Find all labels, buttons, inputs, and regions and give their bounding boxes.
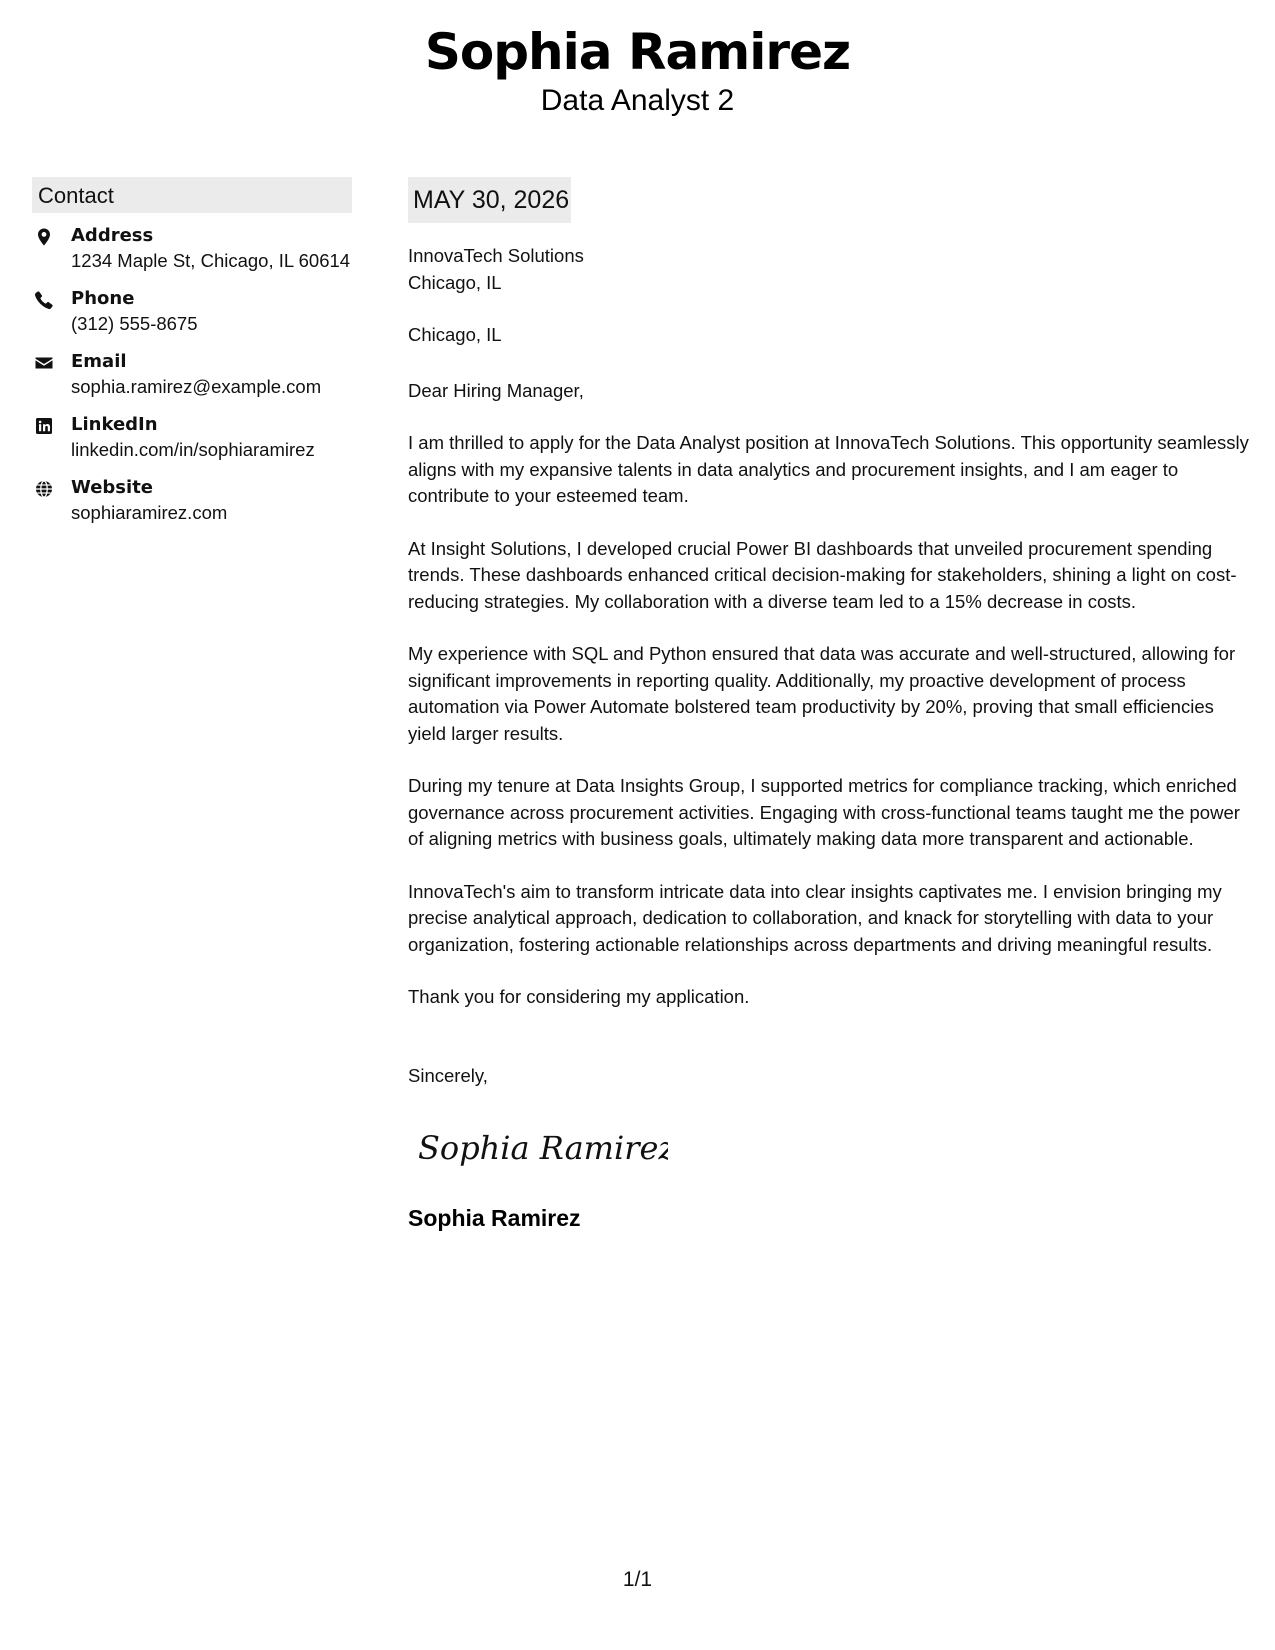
handwritten-signature	[408, 1117, 668, 1177]
applicant-name: Sophia Ramirez	[424, 23, 851, 81]
contact-label: LinkedIn	[71, 414, 158, 435]
envelope-icon	[34, 353, 54, 373]
contact-website	[32, 475, 227, 525]
salutation: Dear Hiring Manager,	[408, 379, 584, 401]
contact-value: (312) 555-8675	[71, 313, 198, 334]
contact-value: 1234 Maple St, Chicago, IL 60614	[71, 250, 351, 271]
contact-label: Website	[71, 477, 154, 498]
signed-name: Sophia Ramirez	[408, 1204, 581, 1231]
letter-header	[0, 22, 1275, 120]
linkedin-icon	[34, 416, 54, 436]
signature-text: Sophia Ramirez	[418, 1129, 668, 1167]
contact-linkedin	[32, 412, 315, 462]
location-pin-icon	[34, 227, 54, 247]
body-paragraph: My experience with SQL and Python ensured that data was accurate and well-structured, allowing for significant improvements in reporting quality. Additionally, my proactive development of process automation via Power Automate bolstered team productivity by 20%, proving that small efficiencies yield larger results.	[408, 643, 1236, 744]
recipient-block	[408, 243, 1250, 296]
location-line: Chicago, IL	[408, 324, 502, 345]
body-paragraph: I am thrilled to apply for the Data Analyst position at InnovaTech Solutions. This opportunity seamlessly aligns with my expansive talents in data analytics and procurement insights, and I am eager to contribute to your esteemed team.	[408, 432, 1249, 506]
body-paragraph: InnovaTech's aim to transform intricate data into clear insights captivates me. I envision bringing my precise analytical approach, dedication to collaboration, and knack for storytelling with data to your organization, fostering actionable relationships across departments and driving meaningful results.	[408, 880, 1222, 955]
body-paragraph: Thank you for considering my application.	[408, 986, 750, 1007]
letter-body	[408, 177, 1250, 1233]
contact-section-title: Contact	[32, 177, 352, 213]
contact-email	[32, 349, 321, 399]
body-paragraph: At Insight Solutions, I developed crucial Power BI dashboards that unveiled procurement spending trends. These dashboards enhanced critical decision-making for stakeholders, shining a light on cost-reducing strategies. My collaboration with a diverse team led to a 15% decrease in costs.	[408, 537, 1237, 612]
job-title: Data Analyst 2	[540, 84, 735, 117]
body-paragraph: During my tenure at Data Insights Group, I supported metrics for compliance tracking, which enriched governance across procurement activities. Engaging with cross-functional teams taught me the power of aligning metrics with business goals, ultimately making data more transparent and actionable.	[408, 775, 1240, 849]
letter-date: MAY 30, 2026	[408, 177, 571, 223]
contact-phone	[32, 286, 198, 336]
phone-icon	[34, 290, 54, 310]
page-number: 1/1	[622, 1568, 653, 1591]
contact-label: Email	[71, 351, 127, 372]
contact-sidebar	[32, 177, 352, 523]
contact-value: sophiaramirez.com	[71, 502, 228, 523]
globe-icon	[34, 479, 54, 499]
contact-label: Phone	[71, 288, 135, 309]
closing: Sincerely,	[408, 1064, 488, 1086]
contact-address	[32, 223, 350, 273]
recipient-location: Chicago, IL	[408, 271, 502, 293]
contact-label: Address	[71, 225, 154, 246]
contact-value: linkedin.com/in/sophiaramirez	[71, 439, 315, 460]
recipient-company: InnovaTech Solutions	[408, 245, 584, 266]
contact-value: sophia.ramirez@example.com	[71, 376, 322, 397]
